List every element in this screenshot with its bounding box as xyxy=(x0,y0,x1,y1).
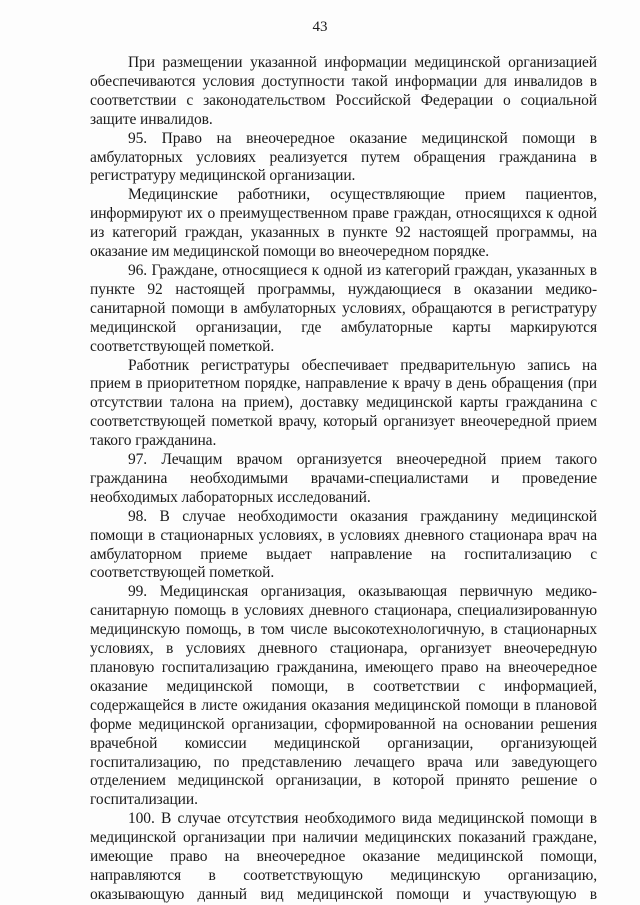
page-number: 43 xyxy=(312,19,328,35)
paragraph-registry-worker: Работник регистратуры обеспечивает предварительную запись на прием в приоритетном порядке, направление к врачу в день обращения (при отсутствии талона на прием), доставку медицинской карты гражданина с соответствующей пометкой врачу, который организует внеочередной прием такого гражданина. xyxy=(90,356,597,450)
paragraph-96: 96. Граждане, относящиеся к одной из категорий граждан, указанных в пункте 92 настоящей программы, нуждающиеся в оказании медико-санитарной помощи в амбулаторных условиях, обращаются в регистратуру медицинской организации, где амбулаторные карты маркируются соответствующей пометкой. xyxy=(90,261,597,355)
paragraph-info-accessibility: При размещении указанной информации медицинской организацией обеспечиваются условия доступности такой информации для инвалидов в соответствии с законодательством Российской Федерации о социальной защите инвалидов. xyxy=(90,54,597,128)
paragraph-97: 97. Лечащим врачом организуется внеочередной прием такого гражданина необходимыми врачами-специалистами и проведение необходимых лабораторных исследований. xyxy=(90,451,597,506)
paragraph-99: 99. Медицинская организация, оказывающая первичную медико-санитарную помощь в условиях дневного стационара, специализированную медицинскую помощь, в том числе высокотехнологичную, в стационарных условиях, в условиях дневного стационара, организует внеочередную плановую госпитализацию гражданина, имеющего право на внеочередное оказание медицинской помощи, в соответствии с информацией, содержащейся в листе ожидания оказания медицинской помощи в плановой форме медицинской организации, сформированной на основании решения врачебной комиссии медицинской организации, организующей госпитализацию, по представлению лечащего врача или заведующего отделением медицинской организации, в которой принято решение о госпитализации. xyxy=(90,583,597,809)
paragraph-medical-workers: Медицинские работники, осуществляющие прием пациентов, информируют их о преимущественном праве граждан, относящихся к одной из категорий граждан, указанных в пункте 92 настоящей программы, на оказание им медицинской помощи во внеочередном порядке. xyxy=(90,186,597,261)
paragraph-95: 95. Право на внеочередное оказание медицинской помощи в амбулаторных условиях реализуется путем обращения гражданина в регистратуру медицинской организации. xyxy=(90,129,597,185)
body-text xyxy=(90,54,597,905)
paragraph-98: 98. В случае необходимости оказания гражданину медицинской помощи в стационарных условиях, в условиях дневного стационара врач на амбулаторном приеме выдает направление на госпитализацию с соответствующей пометкой. xyxy=(90,507,597,582)
paragraph-100: 100. В случае отсутствия необходимого вида медицинской помощи в медицинской организации при наличии медицинских показаний граждане, имеющие право на внеочередное оказание медицинской помощи, направляются в соответствующую медицинскую организацию, оказывающую данный вид медицинской помощи и участвующую в xyxy=(90,810,597,903)
